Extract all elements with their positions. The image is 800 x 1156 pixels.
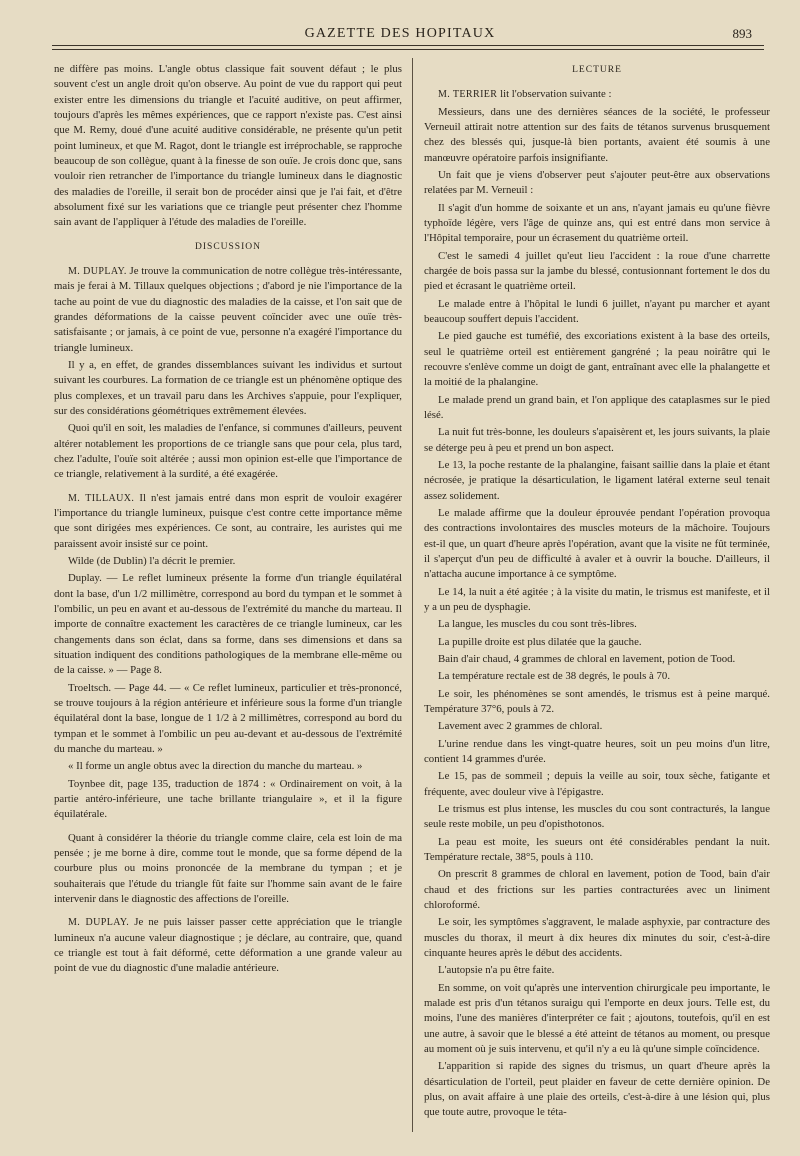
paragraph: « Il forme un angle obtus avec la direction du manche du marteau. » bbox=[68, 760, 363, 773]
paragraph: Il s'agit d'un homme de soixante et un ans, n'ayant jamais eu qu'une fièvre typhoïde légère, vers l'âge de quinze ans, qui est entré dans mon service à l'Hôpital temporaire, pour un écrasement du quatrième orteil. bbox=[424, 201, 770, 245]
speaker-text: Je trouve la communication de notre collègue très-intéressante, mais je ferai à M. Tillaux quelques objections ; d'abord je nie l'importance de la tache au point de vue du diagnostic des maladies de la caisse, et l'on sait que de grandes déformations de la caisse peuvent coïncider avec une ouïe très-satisfaisante ; or jamais, à ce point de vue, personne n'a exagéré l'importance du triangle lumineux. bbox=[54, 265, 402, 354]
paragraph: En somme, on voit qu'après une intervention chirurgicale peu importante, le malade est pris d'un tétanos suraigu qui l'emporte en deux jours. Telle est, du moins, l'une des manières d'interpréter ce fait ; ajoutons, toutefois, qu'il en est une autre, à savoir que le blessé a été atteint de tétanos au moment, ou presque au moment où je suis intervenu, et qu'il n'y a eu là qu'une simple coïncidence. bbox=[424, 981, 770, 1055]
speaker-name: M. TERRIER bbox=[438, 89, 498, 101]
right-column bbox=[424, 62, 770, 1122]
speaker-text: Il n'est jamais entré dans mon esprit de vouloir exagérer l'importance du triangle lumineux, puisque c'est contre cette importance même que sont dirigées mes expériences. Ce sont, au contraire, les auristes qui me paraissent avoir insisté sur ce point. bbox=[54, 491, 403, 550]
speaker-paragraph bbox=[424, 87, 770, 102]
column-divider bbox=[412, 58, 413, 1132]
paragraph: Le 14, la nuit a été agitée ; à la visite du matin, le trismus est manifeste, et il y a un peu de dysphagie. bbox=[424, 585, 770, 613]
page-number: 893 bbox=[732, 26, 752, 41]
paragraph: L'apparition si rapide des signes du trismus, un quart d'heure après la désarticulation de l'orteil, peut plaider en faveur de cette dernière opinion. De plus, on avait affaire à une plaie des orteils, c'est-à-dire à une lésion qui, plus que toute autre, provoque le téta- bbox=[424, 1060, 770, 1119]
paragraph: Wilde (de Dublin) l'a décrit le premier. bbox=[68, 555, 236, 567]
paragraph: La peau est moite, les sueurs ont été considérables pendant la nuit. Température rectale, 38°5, pouls à 110. bbox=[424, 835, 770, 863]
paragraph: Le 15, pas de sommeil ; depuis la veille au soir, toux sèche, fatigante et fréquente, avec douleur vive à l'épigastre. bbox=[424, 770, 770, 798]
paragraph: Le 13, la poche restante de la phalangine, faisant saillie dans la plaie et étant nécrosée, je pratique la désarticulation, le ligament latéral externe seul tenait assez solidement. bbox=[424, 459, 770, 502]
paragraph: Le pied gauche est tuméfié, des excoriations existent à la base des orteils, seul le quatrième orteil est entièrement gangréné ; la peau noirâtre qui le recouvre s'enlève comme un doigt de gant, entraînant avec elle la phalangette et la moitié de la phalangine. bbox=[424, 330, 770, 389]
paragraph: Bain d'air chaud, 4 grammes de chloral en lavement, potion de Tood. bbox=[438, 652, 736, 665]
paragraph: L'urine rendue dans les vingt-quatre heures, soit un peu moins d'un litre, contient 14 grammes d'urée. bbox=[424, 737, 770, 765]
speaker-text: lit l'observation suivante : bbox=[497, 88, 612, 101]
paragraph: Le trismus est plus intense, les muscles du cou sont contracturés, la langue seule reste mobile, un peu d'opisthotonos. bbox=[424, 802, 770, 831]
paragraph: On prescrit 8 grammes de chloral en lavement, potion de Tood, bain d'air chaud et des frictions sur les parties contracturées avec un liniment chloroformé. bbox=[424, 868, 770, 911]
left-column bbox=[54, 62, 402, 979]
paragraph: Toynbee dit, page 135, traduction de 1874 : « Ordinairement on voit, à la partie antéro-inférieure, une tache brillante triangulaire », et il la figure équilatérale. bbox=[54, 777, 402, 821]
section-heading-lecture: LECTURE bbox=[572, 65, 622, 75]
header-rule-thin bbox=[52, 49, 764, 50]
speaker-name: M. DUPLAY. bbox=[68, 917, 130, 929]
paragraph: La température rectale est de 38 degrés, le pouls à 70. bbox=[438, 670, 671, 683]
paragraph: Le malade affirme que la douleur éprouvée pendant l'opération provoqua des contractions involontaires des muscles moteurs de la mâchoire. Toujours est-il que, un quart d'heure après l'opération, avant que la visite ne fût terminée, il s'aperçut d'un peu de difficulté à avaler et à ouvrir la bouche. D'ailleurs, il n'attacha aucune importance à ce symptôme. bbox=[424, 507, 770, 581]
paragraph: C'est le samedi 4 juillet qu'eut lieu l'accident : la roue d'une charrette chargée de bois passa sur la jambe du blessé, contusionnant fortement le dos du pied et écrasant le quatrième orteil. bbox=[424, 249, 770, 293]
paragraph: Troeltsch. — Page 44. — « Ce reflet lumineux, particulier et très-prononcé, se trouve toujours à la région antérieure et inférieure sous la forme d'un triangle équilatéral dont la base, longue de 1 1/2 à 2 millimètres, correspond au bord du tympan et le sommet à l'ombilic un peu au-devant et au-dessous de l'extrémité du manche du marteau. » bbox=[54, 681, 402, 755]
speaker-paragraph bbox=[54, 264, 402, 356]
paragraph: L'autopsie n'a pu être faite. bbox=[438, 964, 555, 977]
paragraph: Duplay. — Le reflet lumineux présente la forme d'un triangle équilatéral dont la base, d'un 1/2 millimètre, correspond au bord du tympan et le sommet à l'ombilic, un peu en avant et au-dessous de l'extrémité du manche du marteau. Il importe de connaître exactement les caractères de ce triangle lumineux, car les changements dans son éclat, dans sa forme, dans ses dimensions et dans sa situation indiquent des conditions pathologiques de la membrane elle-même ou de la caisse. » — Page 8. bbox=[54, 572, 402, 677]
paragraph: Un fait que je viens d'observer peut s'ajouter peut-être aux observations relatées par M. Verneuil : bbox=[424, 169, 770, 197]
section-heading-discussion: DISCUSSION bbox=[195, 241, 261, 252]
paragraph: Messieurs, dans une des dernières séances de la société, le professeur Verneuil attirait notre attention sur des faits de tétanos survenus brusquement chez des blessés qui, jusque-là bien portants, avaient été soumis à une manœuvre opératoire parfois insignifiante. bbox=[424, 105, 770, 164]
paragraph: Le soir, les phénomènes se sont amendés, le trismus est à peine marqué. Température 37°6, pouls à 72. bbox=[424, 687, 770, 715]
paragraph: La nuit fut très-bonne, les douleurs s'apaisèrent et, les jours suivants, la plaie se déterge peu à peu et prend un bon aspect. bbox=[424, 426, 770, 454]
paragraph: Quoi qu'il en soit, les maladies de l'enfance, si communes d'ailleurs, peuvent altérer notablement les proportions de ce triangle sans que pour cela, plus tard, chez l'adulte, l'ouïe soit altérée ; aussi mon opinion est-elle que l'importance de ce triangle, relativement à la surdité, a été exagérée. bbox=[54, 422, 402, 481]
speaker-name: M. DUPLAY. bbox=[68, 266, 127, 278]
paragraph: Le malade entre à l'hôpital le lundi 6 juillet, n'ayant pu marcher et ayant beaucoup souffert depuis l'accident. bbox=[424, 297, 770, 326]
paragraph: Le soir, les symptômes s'aggravent, le malade asphyxie, par contracture des muscles du thorax, il meurt à dix heures dix minutes du soir, c'est-à-dire cinquante heures après le début des accidents. bbox=[424, 916, 770, 959]
paragraph: Le malade prend un grand bain, et l'on applique des cataplasmes sur le pied lésé. bbox=[424, 393, 770, 422]
paragraph: La langue, les muscles du cou sont très-libres. bbox=[438, 618, 637, 631]
speaker-paragraph bbox=[54, 491, 402, 552]
speaker-name: M. TILLAUX. bbox=[68, 492, 135, 504]
paragraph: La pupille droite est plus dilatée que la gauche. bbox=[438, 635, 642, 648]
paragraph: Il y a, en effet, de grandes dissemblances suivant les individus et surtout suivant les courbures. La formation de ce triangle est un phénomène optique des plus complexes, et un travail paru dans les Archives s'appuie, pour l'expliquer, sur des considérations géométriques extrêmement élevées. bbox=[54, 359, 402, 418]
paragraph: Lavement avec 2 grammes de chloral. bbox=[438, 720, 603, 733]
masthead-title: GAZETTE DES HOPITAUX bbox=[304, 26, 496, 41]
header-rule bbox=[52, 45, 764, 46]
speaker-paragraph bbox=[54, 915, 402, 976]
paragraph: ne diffère pas moins. L'angle obtus classique fait souvent défaut ; le plus souvent c'est un angle droit qu'on observe. Au point de vue du rapport qui peut exister entre les dimensions du triangle et l'acuité auditive, on peut affirmer, toujours d'après les mêmes expériences, que ce rapport n'existe pas. C'est ainsi que M. Remy, doué d'une acuité auditive considérable, ne présente qu'un petit point lumineux, et que M. Ragot, dont le triangle est irréprochable, se rapproche beaucoup de son collègue, quant à la finesse de son ouïe. Je crois donc que, sans vouloir rien retrancher de l'importance du triangle lumineux dans le diagnostic des maladies de l'oreille, il serait bon de procéder ainsi que je l'ai fait, et d'être absolument fixé sur les variations que ce triangle peut présenter chez l'homme sain avant de l'appliquer à l'étude des maladies de l'oreille. bbox=[54, 63, 402, 229]
paragraph: Quant à considérer la théorie du triangle comme claire, cela est loin de ma pensée ; je me borne à dire, comme tout le monde, que sa forme dépend de la courbure plus ou moins prononcée de la membrane du tympan ; et je souhaiterais que l'étude du triangle fût faite sur l'homme sain avant de le faire intervenir dans le diagnostic des affections de l'oreille. bbox=[54, 831, 402, 905]
speaker-text: Je ne puis laisser passer cette appréciation que le triangle lumineux n'a aucune valeur diagnostique ; je déclare, au contraire, que, quand ce triangle est tout à fait déformé, cette déformation a une grande valeur au point de vue du diagnostic d'une maladie antérieure. bbox=[54, 916, 402, 975]
